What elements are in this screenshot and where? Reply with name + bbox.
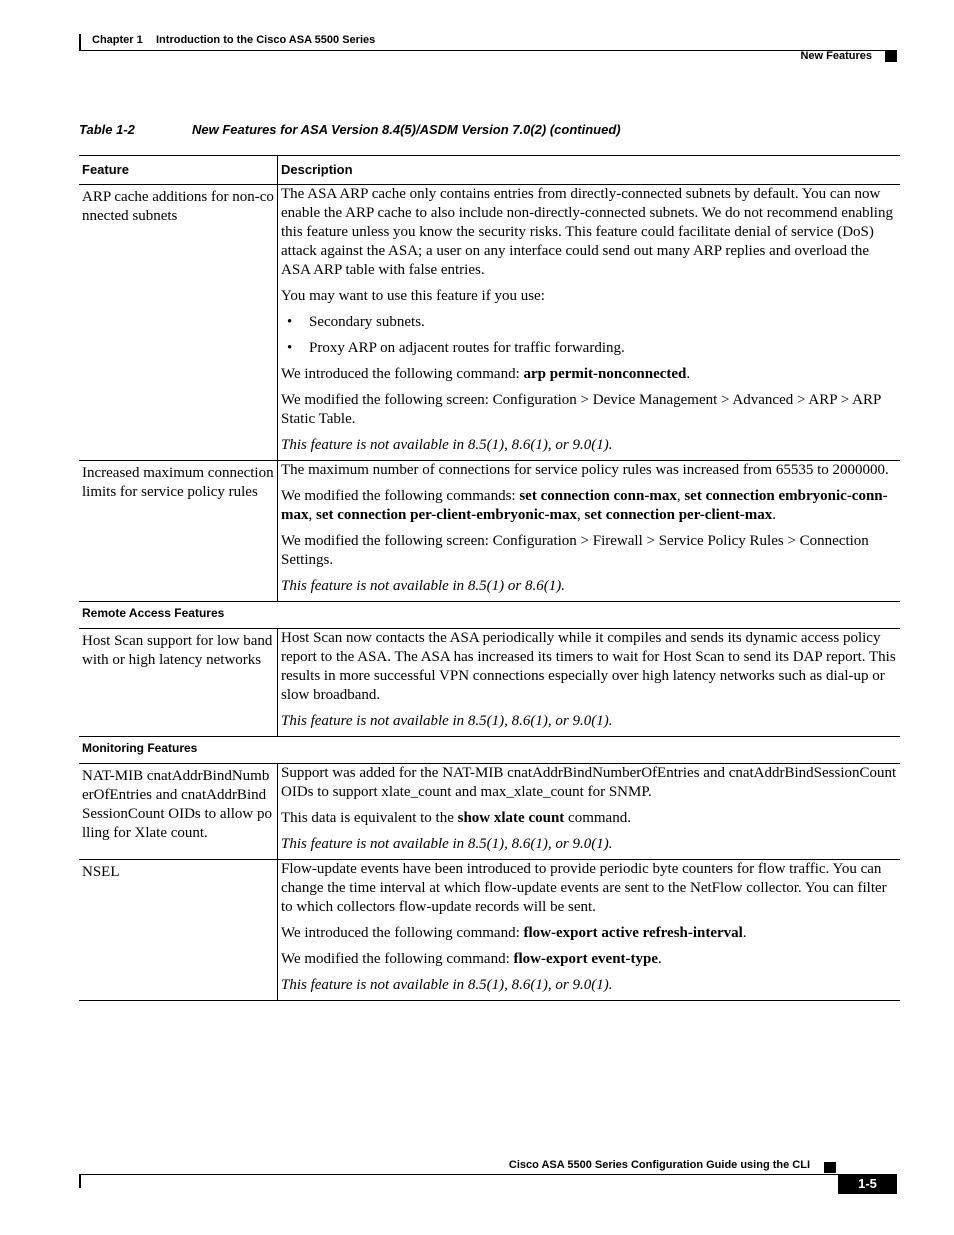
command-text: arp permit-nonconnected (523, 366, 687, 382)
availability-note: This feature is not available in 8.5(1), 8.6(1), or 9.0(1). (281, 713, 613, 729)
footer-rule (79, 1174, 839, 1175)
column-header-description: Description (281, 162, 353, 177)
table-caption-number: Table 1-2 (79, 122, 135, 137)
command-text: set connection per-client-max (584, 507, 773, 523)
description-paragraph: Support was added for the NAT-MIB cnatAddrBindNumberOfEntries and cnatAddrBindSessionCount OIDs to support xlate_count and max_xlate_count for SNMP. (281, 765, 897, 800)
header-section: New Features (800, 50, 872, 62)
description-paragraph: We modified the following screen: Configuration > Device Management > Advanced > ARP > ARP Static Table. (281, 392, 881, 427)
page-number: 1-5 (838, 1174, 897, 1194)
feature-name: Increased maximum connection limits for service policy rules (82, 465, 274, 500)
feature-description (278, 461, 901, 602)
header-chapter-title: Introduction to the Cisco ASA 5500 Series (156, 34, 376, 46)
section-row (79, 737, 900, 764)
header-chapter: Chapter 1 (92, 34, 143, 46)
command-text: flow-export event-type (513, 951, 659, 967)
column-header-feature: Feature (79, 156, 278, 185)
section-title: Remote Access Features (82, 606, 225, 620)
table-row (79, 629, 900, 737)
command-text: set connection embryonic-conn-max (281, 488, 888, 523)
description-paragraph: We modified the following commands: set connection conn-max, set connection embryonic-conn-max, set connection per-client-embryonic-max, set connection per-client-max. (281, 488, 888, 523)
feature-name: NSEL (82, 864, 120, 880)
command-text: show xlate count (457, 810, 565, 826)
bullet-icon: • (287, 314, 293, 330)
bullet-list (281, 313, 897, 358)
feature-name: ARP cache additions for non-connected subnets (82, 189, 274, 224)
description-paragraph: We introduced the following command: flow-export active refresh-interval. (281, 925, 747, 941)
header-marker (885, 51, 897, 62)
feature-name: NAT-MIB cnatAddrBindNumberOfEntries and cnatAddrBindSessionCount OIDs to allow polling for Xlate count. (82, 768, 273, 841)
list-item: • Secondary subnets. (287, 314, 425, 330)
table-row (79, 764, 900, 860)
feature-description (278, 629, 901, 737)
table-caption-title: New Features for ASA Version 8.4(5)/ASDM Version 7.0(2) (continued) (192, 122, 621, 137)
header-left-bar (79, 34, 81, 51)
table-row (79, 461, 900, 602)
feature-description (278, 860, 901, 1001)
command-text: set connection per-client-embryonic-max (316, 507, 578, 523)
description-paragraph: We introduced the following command: arp permit-nonconnected. (281, 366, 691, 382)
footer-left-bar (79, 1174, 81, 1188)
description-paragraph: The maximum number of connections for service policy rules was increased from 65535 to 2000000. (281, 462, 889, 478)
availability-note: This feature is not available in 8.5(1), 8.6(1), or 9.0(1). (281, 437, 613, 453)
table-row (79, 860, 900, 1001)
footer-guide-title: Cisco ASA 5500 Series Configuration Guide using the CLI (508, 1159, 810, 1171)
section-row (79, 602, 900, 629)
description-paragraph: Flow-update events have been introduced to provide periodic byte counters for flow traffic. You can change the time interval at which flow-update events are sent to the NetFlow collector. You can filter to which collectors flow-update records will be sent. (281, 861, 887, 915)
command-text: flow-export active refresh-interval (523, 925, 743, 941)
description-paragraph: You may want to use this feature if you use: (281, 288, 545, 304)
section-title: Monitoring Features (82, 741, 198, 755)
footer-marker (824, 1162, 836, 1173)
description-paragraph: We modified the following screen: Configuration > Firewall > Service Policy Rules > Connection Settings. (281, 533, 869, 568)
feature-description (278, 185, 901, 461)
command-text: set connection conn-max (519, 488, 677, 504)
feature-description (278, 764, 901, 860)
description-paragraph: The ASA ARP cache only contains entries from directly-connected subnets by default. You can now enable the ARP cache to also include non-directly-connected subnets. We do not recommend enabling this feature unless you know the security risks. This feature could facilitate denial of service (DoS) attack against the ASA; a user on any interface could send out many ARP replies and overload the ASA ARP table with false entries. (281, 186, 893, 278)
availability-note: This feature is not available in 8.5(1), 8.6(1), or 9.0(1). (281, 977, 613, 993)
description-paragraph: We modified the following command: flow-export event-type. (281, 951, 662, 967)
header-rule (79, 50, 897, 51)
list-item: • Proxy ARP on adjacent routes for traffic forwarding. (287, 340, 625, 356)
feature-name: Host Scan support for low bandwith or high latency networks (82, 633, 273, 668)
availability-note: This feature is not available in 8.5(1), 8.6(1), or 9.0(1). (281, 836, 613, 852)
description-paragraph: This data is equivalent to the show xlate count command. (281, 810, 631, 826)
availability-note: This feature is not available in 8.5(1) or 8.6(1). (281, 578, 566, 594)
table-header-row (79, 156, 900, 185)
description-paragraph: Host Scan now contacts the ASA periodically while it compiles and sends its dynamic access policy report to the ASA. The ASA has increased its timers to wait for Host Scan to send its DAP report. This results in more successful VPN connections especially over high latency networks such as dial-up or slow broadband. (281, 630, 896, 703)
bullet-icon: • (287, 340, 293, 356)
table-row (79, 185, 900, 461)
features-table (79, 155, 900, 1001)
